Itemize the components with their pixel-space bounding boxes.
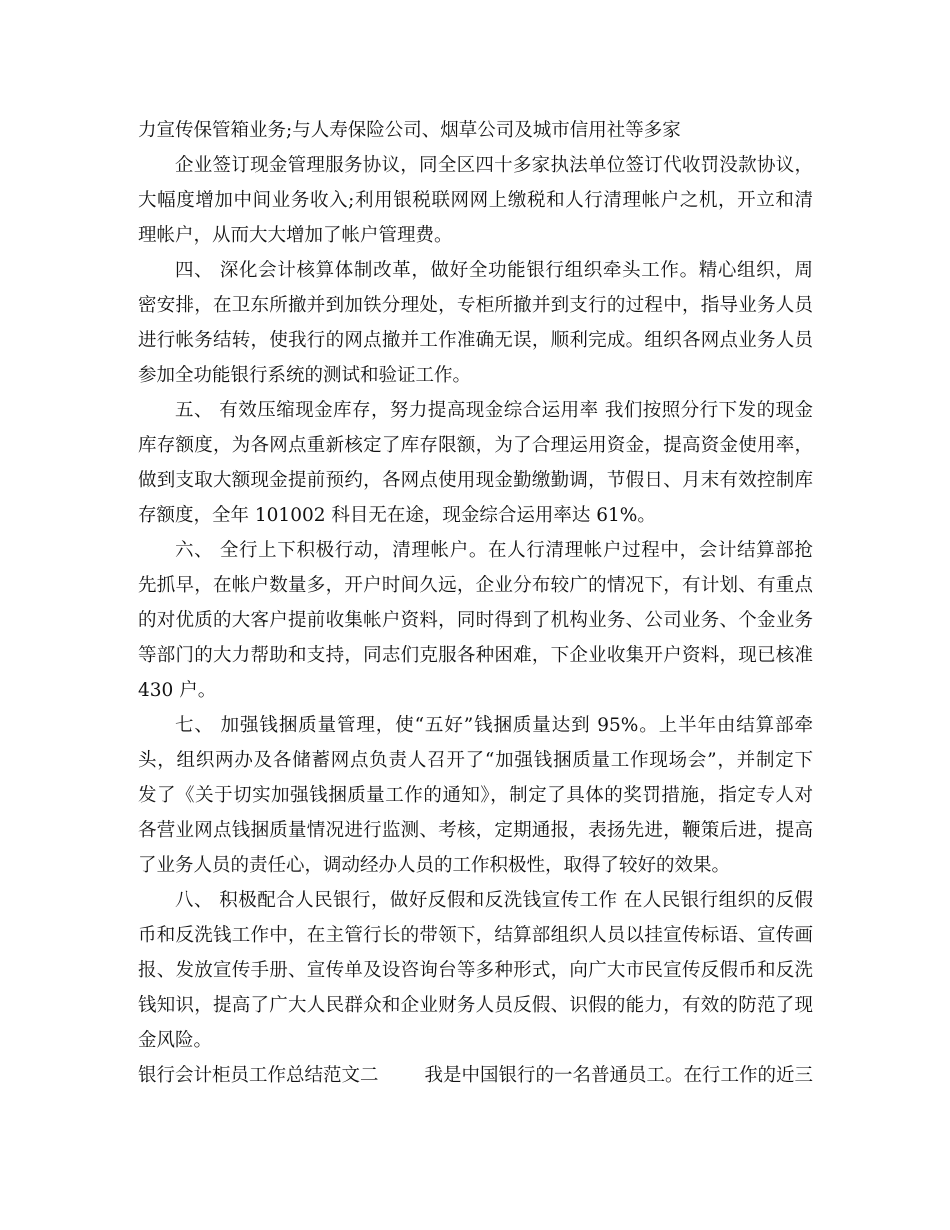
- section-seven-start: 七、 加强钱捆质量管理，使“五好”钱捆质量达到 95%。上半年由结算部牵: [175, 715, 813, 736]
- text-line: 发了《关于切实加强钱捆质量工作的通知》，制定了具体的奖罚措施，指定专人对: [138, 785, 813, 806]
- paragraph-start-line: 企业签订现金管理服务协议，同全区四十多家执法单位签订代收罚没款协议，: [175, 155, 813, 176]
- text-line: 报、发放宣传手册、宣传单及设咨询台等多种形式，向广大市民宣传反假币和反洗: [138, 960, 813, 981]
- text-line: 等部门的大力帮助和支持，同志们克服各种困难，下企业收集开户资料，现已核准: [138, 645, 813, 666]
- section-heading-line: [138, 1059, 813, 1093]
- text-line: 参加全功能银行系统的测试和验证工作。: [138, 365, 472, 386]
- text-line: 密安排，在卫东所撤并到加铁分理处，专柜所撤并到支行的过程中，指导业务人员: [138, 295, 813, 316]
- text-line: 各营业网点钱捆质量情况进行监测、考核，定期通报，表扬先进，鞭策后进，提高: [138, 820, 813, 841]
- text-line: 金风险。: [138, 1030, 213, 1051]
- text-line: 钱知识，提高了广大人民群众和企业财务人员反假、识假的能力，有效的防范了现: [138, 995, 813, 1016]
- section-eight-start: 八、 积极配合人民银行，做好反假和反洗钱宣传工作 在人民银行组织的反假: [175, 890, 813, 911]
- text-line: 存额度，全年 101002 科目无在途，现金综合运用率达 61%。: [138, 505, 656, 526]
- section-heading: 银行会计柜员工作总结范文二: [138, 1065, 379, 1086]
- text-line: 力宣传保管箱业务;与人寿保险公司、烟草公司及城市信用社等多家: [138, 120, 681, 141]
- text-line: 进行帐务结转，使我行的网点撤并工作准确无误，顺利完成。组织各网点业务人员: [138, 330, 813, 351]
- text-line: 了业务人员的责任心，调动经办人员的工作积极性，取得了较好的效果。: [138, 855, 731, 876]
- section-heading-continuation: 我是中国银行的一名普通员工。在行工作的近三: [424, 1065, 813, 1086]
- text-line: 头，组织两办及各储蓄网点负责人召开了“加强钱捆质量工作现场会”，并制定下: [138, 750, 813, 771]
- text-line: 大幅度增加中间业务收入;利用银税联网网上缴税和人行清理帐户之机，开立和清: [138, 190, 813, 211]
- text-line: 的对优质的大客户提前收集帐户资料，同时得到了机构业务、公司业务、个金业务: [138, 610, 813, 631]
- text-line: 理帐户，从而大大增加了帐户管理费。: [138, 225, 453, 246]
- section-six-start: 六、 全行上下积极行动，清理帐户。在人行清理帐户过程中，会计结算部抢: [175, 540, 813, 561]
- section-five-start: 五、 有效压缩现金库存，努力提高现金综合运用率 我们按照分行下发的现金: [175, 400, 813, 421]
- text-line: 做到支取大额现金提前预约，各网点使用现金勤缴勤调，节假日、月末有效控制库: [138, 470, 813, 491]
- section-four-start: 四、 深化会计核算体制改革，做好全功能银行组织牵头工作。精心组织，周: [175, 260, 813, 281]
- text-line: 币和反洗钱工作中，在主管行长的带领下，结算部组织人员以挂宣传标语、宣传画: [138, 925, 813, 946]
- text-line: 库存额度，为各网点重新核定了库存限额，为了合理运用资金，提高资金使用率，: [138, 435, 813, 456]
- text-line: 先抓早，在帐户数量多，开户时间久远，企业分布较广的情况下，有计划、有重点: [138, 575, 813, 596]
- text-line: 430 户。: [138, 680, 217, 701]
